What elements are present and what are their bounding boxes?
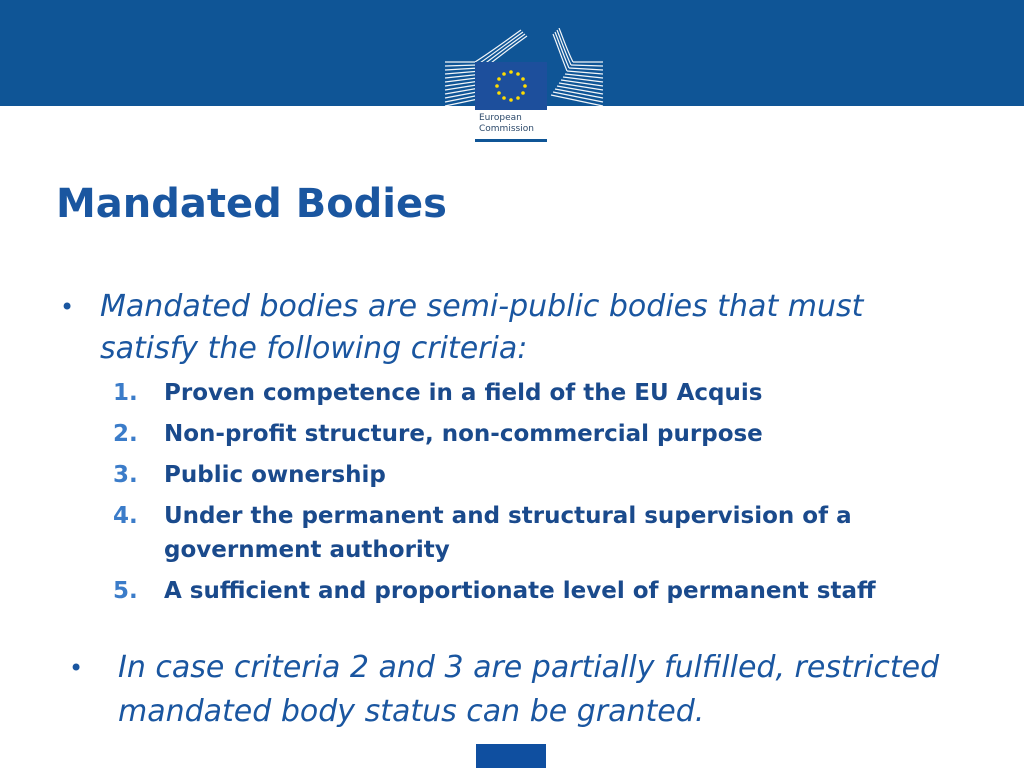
criteria-item-2	[113, 417, 993, 451]
logo-underline	[475, 139, 547, 142]
criteria-text: Proven competence in a field of the EU Acquis	[164, 380, 763, 406]
criteria-item-4	[113, 499, 993, 567]
bullet-note-text: In case criteria 2 and 3 are partially fulfilled, restricted mandated body status can be granted.	[118, 650, 940, 729]
european-commission-logo	[475, 62, 547, 142]
logo-wordmark	[479, 113, 534, 135]
bullet-intro-text: Mandated bodies are semi-public bodies that must satisfy the following criteria:	[100, 289, 864, 366]
criteria-item-1	[113, 376, 993, 410]
criteria-list	[113, 376, 993, 608]
bullet-intro	[60, 286, 920, 370]
footer-eu-flag-icon	[476, 744, 546, 768]
eu-flag-icon	[475, 62, 547, 110]
slide-title: Mandated Bodies	[56, 181, 447, 227]
bullet-dot-icon: •	[69, 654, 84, 682]
criteria-number: 4.	[113, 503, 138, 529]
logo-line-1: European	[479, 113, 522, 123]
criteria-text: Non-profit structure, non-commercial purpose	[164, 421, 763, 447]
criteria-text: Public ownership	[164, 462, 386, 488]
criteria-number: 1.	[113, 380, 138, 406]
criteria-number: 5.	[113, 578, 138, 604]
criteria-text: A sufficient and proportionate level of permanent staff	[164, 578, 876, 604]
bullet-dot-icon: •	[60, 293, 75, 321]
criteria-number: 2.	[113, 421, 138, 447]
criteria-item-3	[113, 458, 993, 492]
criteria-number: 3.	[113, 462, 138, 488]
logo-line-2: Commission	[479, 124, 534, 134]
criteria-item-5	[113, 574, 993, 608]
bullet-note	[69, 646, 1018, 734]
criteria-text: Under the permanent and structural supervision of a government authority	[164, 503, 852, 563]
